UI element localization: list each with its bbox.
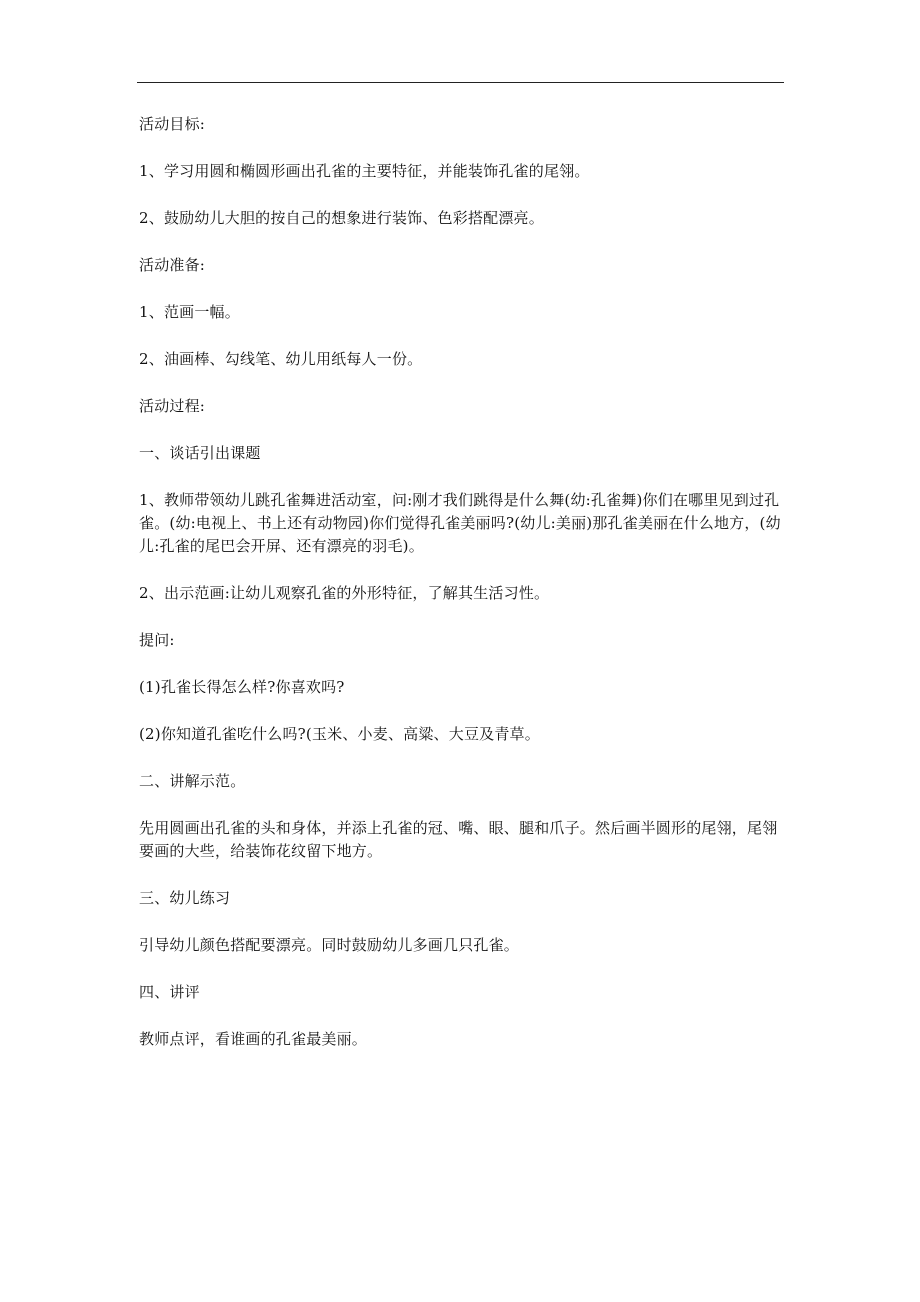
process-step-1-item-2: 2、出示范画:让幼儿观察孔雀的外形特征，了解其生活习性。 — [139, 584, 550, 602]
question-1: (1)孔雀长得怎么样?你喜欢吗? — [139, 678, 345, 696]
process-step-4-text: 教师点评，看谁画的孔雀最美丽。 — [139, 1030, 368, 1048]
document-body — [139, 113, 789, 1075]
goal-item-2: 2、鼓励幼儿大胆的按自己的想象进行装饰、色彩搭配漂亮。 — [139, 209, 544, 227]
section-heading-process: 活动过程: — [139, 397, 206, 415]
section-heading-goals: 活动目标: — [139, 115, 206, 133]
process-step-2-heading: 二、讲解示范。 — [139, 772, 246, 790]
header-rule — [137, 82, 784, 83]
questions-heading: 提问: — [139, 631, 175, 649]
process-step-3-text: 引导幼儿颜色搭配要漂亮。同时鼓励幼儿多画几只孔雀。 — [139, 936, 520, 954]
preparation-item-1: 1、范画一幅。 — [139, 303, 240, 321]
question-2: (2)你知道孔雀吃什么吗?(玉米、小麦、高粱、大豆及青草。 — [139, 725, 540, 743]
process-step-4-heading: 四、讲评 — [139, 983, 200, 1001]
process-step-1-item-1: 1、教师带领幼儿跳孔雀舞进活动室，问:刚才我们跳得是什么舞(幼:孔雀舞)你们在哪里见到过孔雀。(幼:电视上、书上还有动物园)你们觉得孔雀美丽吗?(幼儿:美丽)那孔雀美丽在什么地方，(幼儿:孔雀的尾巴会开屏、还有漂亮的羽毛)。 — [139, 491, 781, 555]
process-step-1-heading: 一、谈话引出课题 — [139, 444, 261, 462]
process-step-3-heading: 三、幼儿练习 — [139, 889, 231, 907]
preparation-item-2: 2、油画棒、勾线笔、幼儿用纸每人一份。 — [139, 350, 423, 368]
section-heading-preparation: 活动准备: — [139, 256, 206, 274]
goal-item-1: 1、学习用圆和椭圆形画出孔雀的主要特征，并能装饰孔雀的尾翎。 — [139, 162, 590, 180]
process-step-2-text: 先用圆画出孔雀的头和身体，并添上孔雀的冠、嘴、眼、腿和爪子。然后画半圆形的尾翎，尾翎要画的大些，给装饰花纹留下地方。 — [139, 819, 778, 860]
